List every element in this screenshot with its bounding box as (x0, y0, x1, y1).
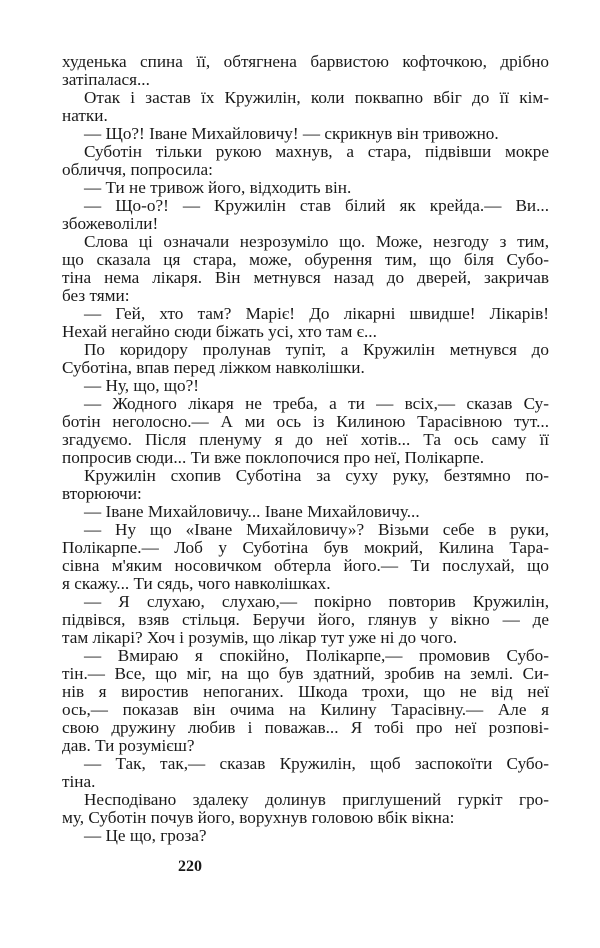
text-line: Суботін тільки рукою махнув, а стара, підвівши мокре (84, 142, 549, 161)
text-line: тіна нема лікаря. Він метнувся назад до дверей, закричав (62, 268, 549, 287)
text-line: — Ну, що, що?! (84, 376, 199, 395)
text-line: — Ну що «Іване Михайловичу»? Візьми себе в руки, (84, 520, 549, 539)
text-line: По коридору пролунав тупіт, а Кружилін метнувся до (84, 340, 549, 359)
text-line: вторюючи: (62, 484, 142, 503)
text-line: — Вмираю я спокійно, Полікарпе,— промовив Субо- (84, 646, 549, 665)
text-line: — Так, так,— сказав Кружилін, щоб заспокоїти Субо- (84, 754, 549, 773)
text-line: — Жодного лікаря не треба, а ти — всіх,— сказав Су- (84, 394, 549, 413)
body-text (62, 53, 549, 845)
text-line: без тями: (62, 286, 130, 305)
text-line: дав. Ти розумієш? (62, 736, 195, 755)
text-line: — Що-о?! — Кружилін став білий як крейда.— Ви... (84, 196, 549, 215)
text-line: Кружилін схопив Суботіна за суху руку, безтямно по- (84, 466, 549, 485)
text-line: худенька спина її, обтягнена барвистою кофточкою, дрібно (62, 52, 549, 71)
text-line: Полікарпе.— Лоб у Суботіна був мокрий, Килина Тара- (62, 538, 549, 557)
text-line: свою дружину любив і поважав... Я тобі про неї розпові- (62, 718, 549, 737)
text-line: підвівся, взяв стільця. Беручи його, глянув у вікно — де (62, 610, 549, 629)
text-line: там лікарі? Хоч і розумів, що лікар тут уже ні до чого. (62, 628, 458, 647)
text-line: нів я виростив непоганих. Шкода трохи, що не від неї (62, 682, 549, 701)
text-line: Отак і застав їх Кружилін, коли поквапно вбіг до її кім- (84, 88, 549, 107)
page-number: 220 (178, 858, 202, 875)
text-line: згадуємо. Після пленуму я до неї хотів... Та ось саму її (62, 430, 549, 449)
text-line: тіна. (62, 772, 96, 791)
text-line: ось,— показав він очима на Килину Тарасівну.— Але я (62, 700, 549, 719)
text-line: що сказала ця стара, може, обурення тим, що біля Субо- (62, 250, 549, 269)
text-line: — Що?! Іване Михайловичу! — скрикнув він тривожно. (84, 124, 499, 143)
text-line: я скажу... Ти сядь, чого навколішках. (62, 574, 331, 593)
text-line: — Іване Михайловичу... Іване Михайловичу... (84, 502, 420, 521)
text-line: ботін неголосно.— А ми ось із Килиною Тарасівною тут... (62, 412, 549, 431)
text-line: Суботіна, впав перед ліжком навколішки. (62, 358, 365, 377)
text-line: Несподівано здалеку долинув приглушений гуркіт гро- (84, 790, 549, 809)
text-line: затіпалася... (62, 70, 150, 89)
text-line: Слова ці означали незрозуміло що. Може, незгоду з тим, (84, 232, 549, 251)
text-line: обличчя, попросила: (62, 160, 213, 179)
text-line: — Це що, гроза? (84, 826, 207, 845)
text-line: му, Суботін почув його, ворухнув головою вбік вікна: (62, 808, 455, 827)
text-line: тін.— Все, що міг, на що був здатний, зробив на землі. Си- (62, 664, 549, 683)
text-line: — Гей, хто там? Маріє! До лікарні швидше! Лікарів! (84, 304, 549, 323)
text-line: натки. (62, 106, 108, 125)
text-line: — Я слухаю, слухаю,— покірно повторив Кружилін, (84, 592, 549, 611)
text-line: попросив сюди... Ти вже поклопочися про неї, Полікарпе. (62, 448, 485, 467)
text-line: сівна м'яким носовичком обтерла його.— Ти послухай, що (62, 556, 549, 575)
text-line: Нехай негайно сюди біжать усі, хто там є... (62, 322, 377, 341)
text-line: — Ти не тривож його, відходить він. (84, 178, 352, 197)
text-line: збожеволіли! (62, 214, 159, 233)
